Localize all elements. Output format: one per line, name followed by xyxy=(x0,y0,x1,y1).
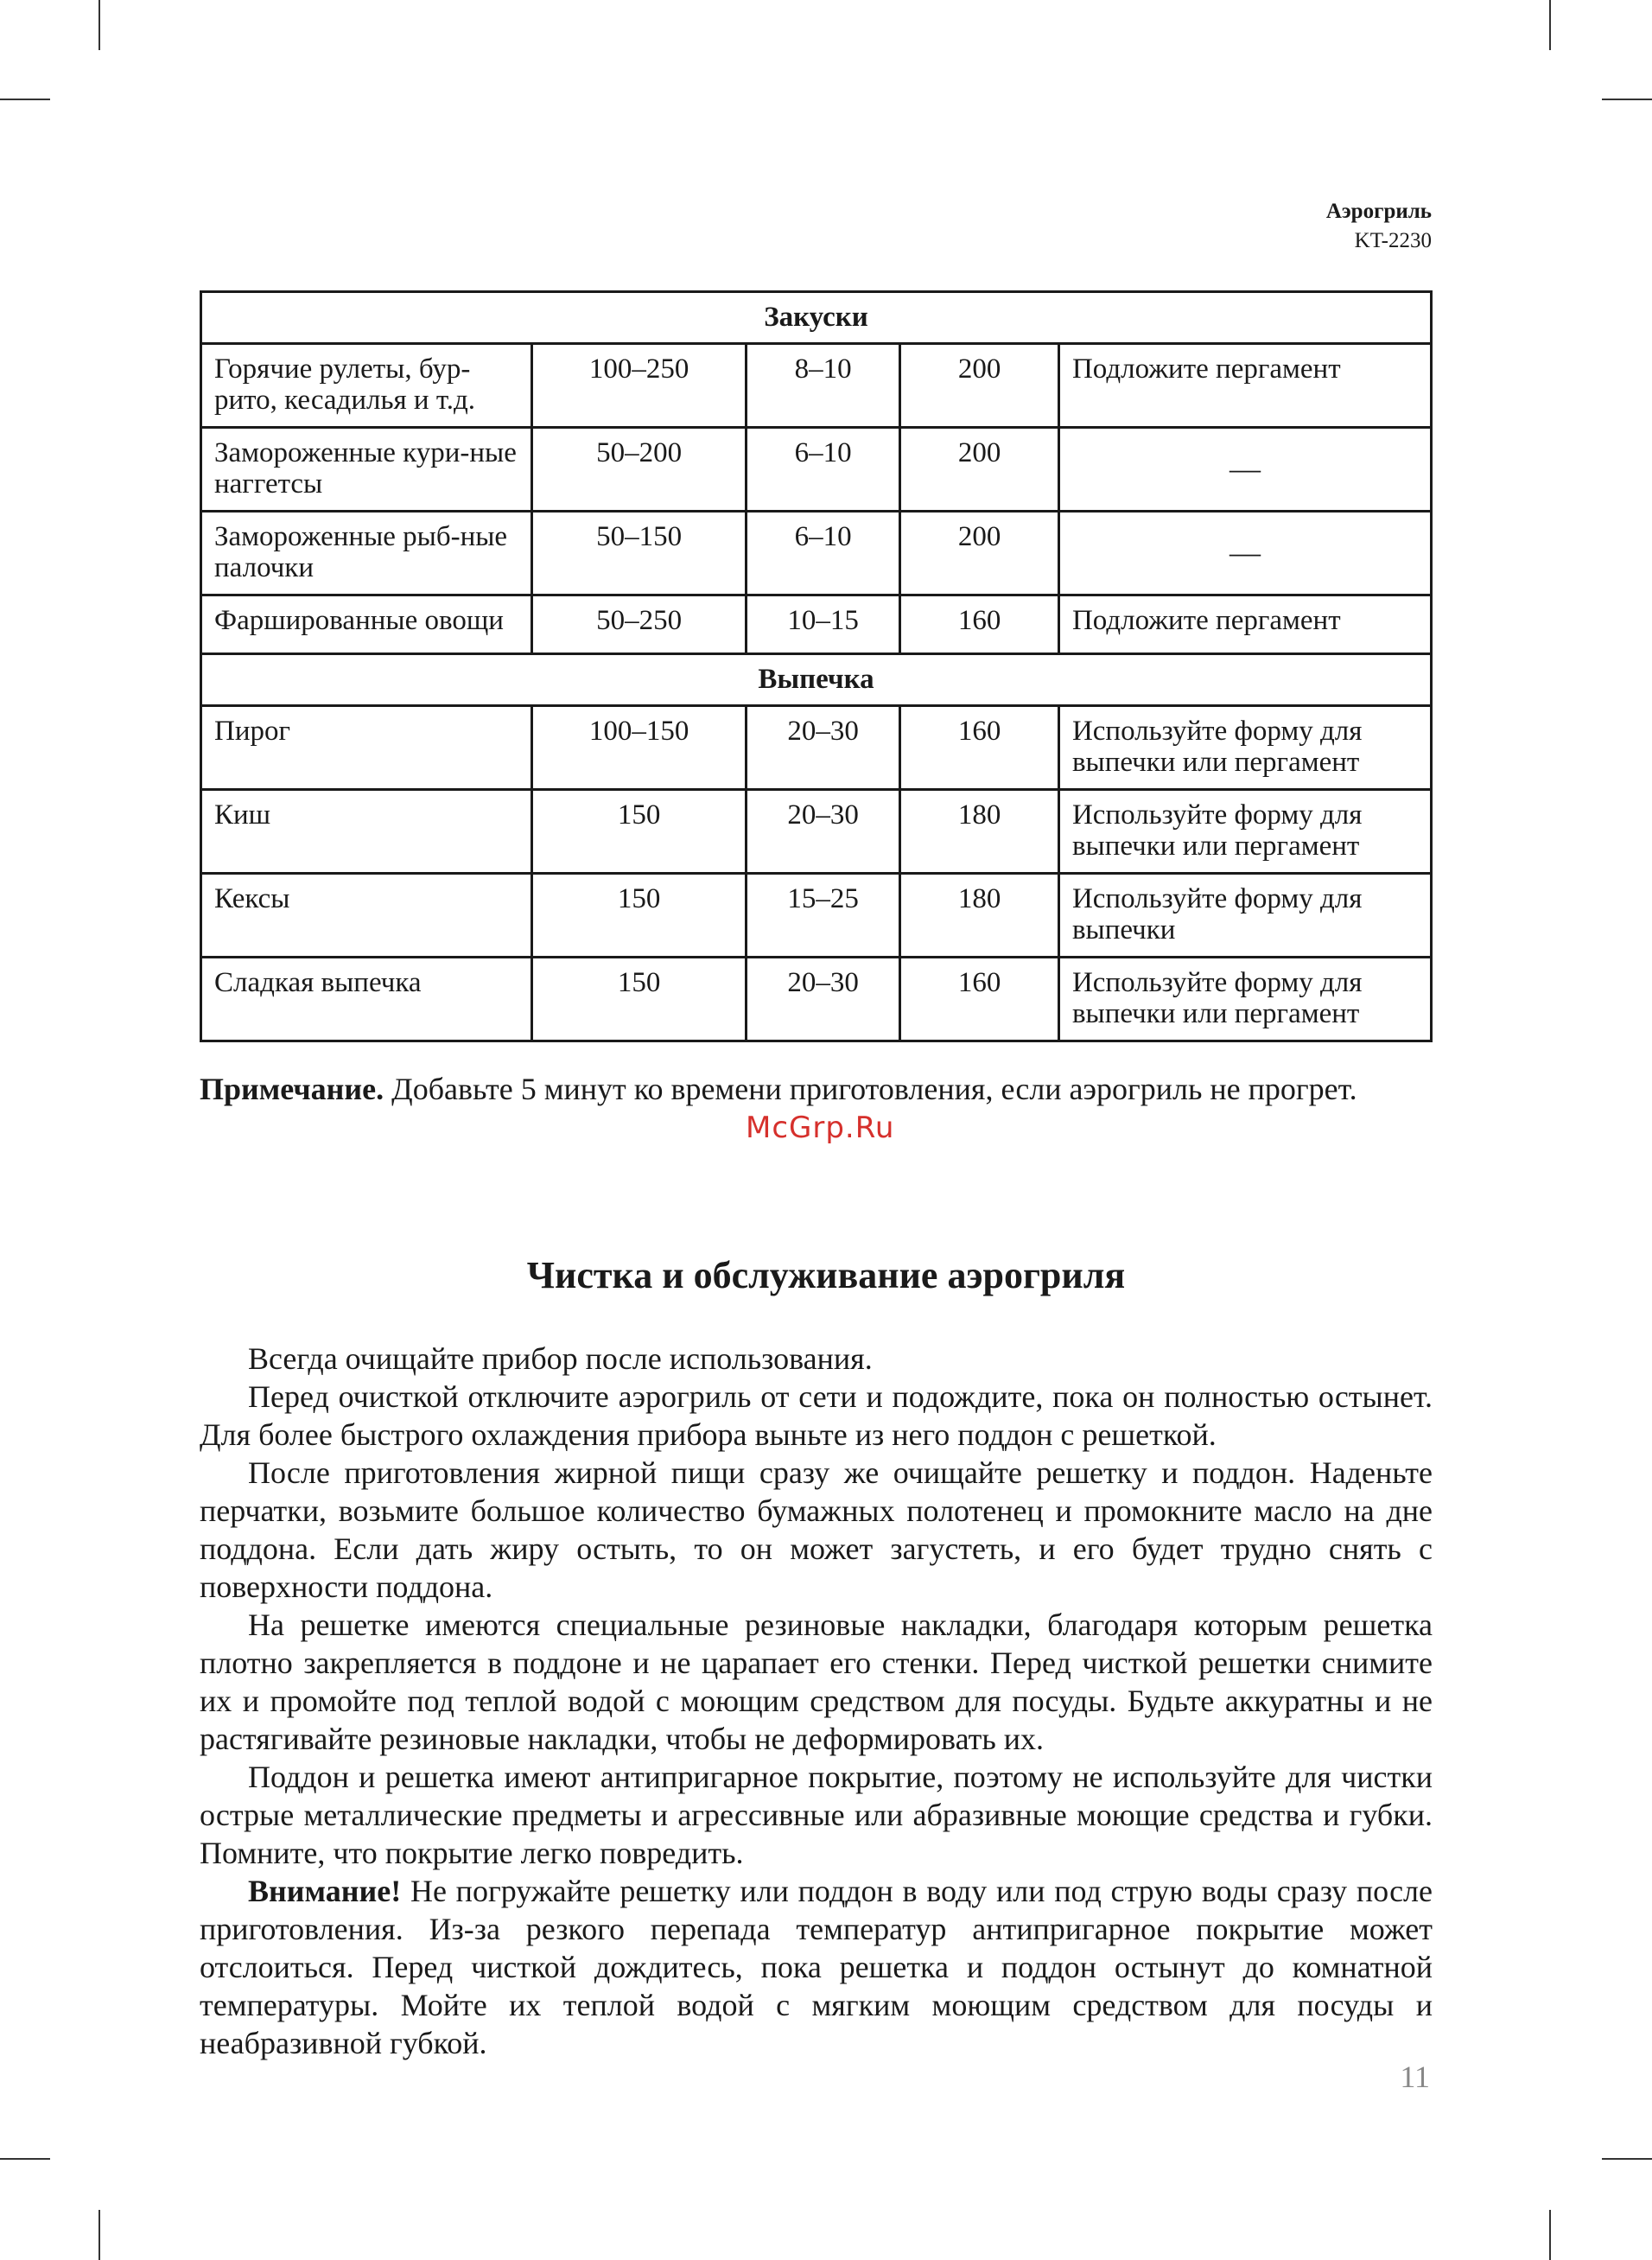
temperature-cell: 180 xyxy=(900,790,1059,874)
body-paragraph xyxy=(200,1454,1433,1606)
temperature-cell: 160 xyxy=(900,958,1059,1041)
tip-cell: Используйте форму для выпечки или пергамент xyxy=(1058,706,1431,790)
tip-cell: Подложите пергамент xyxy=(1058,595,1431,654)
tip-cell: — xyxy=(1058,428,1431,512)
tip-cell: Используйте форму для выпечки xyxy=(1058,874,1431,958)
warning-label: Внимание! xyxy=(248,1874,402,1908)
crop-mark xyxy=(1549,0,1551,50)
header-model: KT-2230 xyxy=(1354,229,1432,252)
paragraph-text: После приготовления жирной пищи сразу же очищайте решетку и поддон. Наденьте перчатки, возьмите большое количество бумажных полотенец и промокните масло на дне поддона. Если дать жиру остыть, то он может загустеть, и его будет трудно снять с поверхности поддона. xyxy=(200,1455,1433,1604)
body-paragraph xyxy=(200,1872,1433,2062)
body-paragraph xyxy=(200,1340,1433,1378)
watermark: McGrp.Ru xyxy=(746,1111,895,1145)
temperature-cell: 180 xyxy=(900,874,1059,958)
table-row xyxy=(201,595,1432,654)
tip-cell: Подложите пергамент xyxy=(1058,344,1431,428)
paragraph-text: Не погружайте решетку или поддон в воду или под струю воды сразу после приготовления. Из-за резкого перепада температур антипригарное покрытие может отслоиться. Перед чисткой дождитесь, пока решетка и поддон остынут до комнатной температуры. Мойте их теплой водой с мягким моющим средством для посуды и неабразивной губкой. xyxy=(200,1874,1433,2060)
time-cell: 6–10 xyxy=(746,428,900,512)
temperature-cell: 160 xyxy=(900,706,1059,790)
table-row xyxy=(201,706,1432,790)
section-title: Чистка и обслуживание аэрогриля xyxy=(526,1254,1126,1296)
table-row xyxy=(201,790,1432,874)
weight-cell: 150 xyxy=(532,790,746,874)
table-row xyxy=(201,344,1432,428)
running-header xyxy=(1326,197,1432,256)
crop-mark xyxy=(0,2158,50,2160)
body-paragraph xyxy=(200,1378,1433,1454)
time-cell: 20–30 xyxy=(746,706,900,790)
body-paragraph xyxy=(200,1758,1433,1872)
weight-cell: 100–250 xyxy=(532,344,746,428)
table-row xyxy=(201,874,1432,958)
weight-cell: 150 xyxy=(532,874,746,958)
note-text: Добавьте 5 минут ко времени приготовления, если аэрогриль не прогрет. xyxy=(384,1072,1357,1106)
header-brand: Аэрогриль xyxy=(1325,200,1432,223)
weight-cell: 50–200 xyxy=(532,428,746,512)
note-paragraph xyxy=(200,1070,1433,1109)
tip-cell: — xyxy=(1058,512,1431,595)
paragraph-text: Перед очисткой отключите аэрогриль от сети и подождите, пока он полностью остынет. Для более быстрого охлаждения прибора выньте из него поддон с решеткой. xyxy=(200,1379,1433,1452)
table-section-row xyxy=(201,654,1432,706)
table-row xyxy=(201,428,1432,512)
body-text xyxy=(200,1340,1433,2062)
dish-cell: Киш xyxy=(201,790,532,874)
table-row xyxy=(201,958,1432,1041)
temperature-cell: 200 xyxy=(900,428,1059,512)
weight-cell: 50–250 xyxy=(532,595,746,654)
section-heading: Выпечка xyxy=(201,654,1432,706)
crop-mark xyxy=(98,2210,100,2260)
crop-mark xyxy=(0,99,50,100)
time-cell: 10–15 xyxy=(746,595,900,654)
table-section-row xyxy=(201,292,1432,344)
body-paragraph xyxy=(200,1606,1433,1758)
temperature-cell: 200 xyxy=(900,344,1059,428)
weight-cell: 50–150 xyxy=(532,512,746,595)
dish-cell: Пирог xyxy=(201,706,532,790)
table-row xyxy=(201,512,1432,595)
crop-mark xyxy=(1602,2158,1652,2160)
dish-cell: Сладкая выпечка xyxy=(201,958,532,1041)
tip-cell: Используйте форму для выпечки или пергамент xyxy=(1058,790,1431,874)
paragraph-text: Всегда очищайте прибор после использования. xyxy=(248,1341,873,1376)
temperature-cell: 160 xyxy=(900,595,1059,654)
time-cell: 15–25 xyxy=(746,874,900,958)
crop-mark xyxy=(98,0,100,50)
temperature-cell: 200 xyxy=(900,512,1059,595)
weight-cell: 100–150 xyxy=(532,706,746,790)
dish-cell: Горячие рулеты, бур-рито, кесадилья и т.д. xyxy=(201,344,532,428)
time-cell: 20–30 xyxy=(746,790,900,874)
cooking-table xyxy=(200,290,1433,1042)
crop-mark xyxy=(1549,2210,1551,2260)
dish-cell: Замороженные рыб-ные палочки xyxy=(201,512,532,595)
paragraph-text: Поддон и решетка имеют антипригарное покрытие, поэтому не используйте для чистки острые металлические предметы и агрессивные или абразивные моющие средства и губки. Помните, что покрытие легко повредить. xyxy=(200,1760,1433,1870)
page-number: 11 xyxy=(1400,2059,1430,2094)
dish-cell: Фаршированные овощи xyxy=(201,595,532,654)
section-heading: Закуски xyxy=(201,292,1432,344)
dish-cell: Кексы xyxy=(201,874,532,958)
time-cell: 8–10 xyxy=(746,344,900,428)
weight-cell: 150 xyxy=(532,958,746,1041)
paragraph-text: На решетке имеются специальные резиновые накладки, благодаря которым решетка плотно закрепляется в поддоне и не царапает его стенки. Перед чисткой решетки снимите их и промойте под теплой водой с моющим средством для посуды. Будьте аккуратны и не растягивайте резиновые накладки, чтобы не деформировать их. xyxy=(200,1607,1433,1756)
note-label: Примечание. xyxy=(200,1072,384,1106)
time-cell: 20–30 xyxy=(746,958,900,1041)
tip-cell: Используйте форму для выпечки или пергамент xyxy=(1058,958,1431,1041)
time-cell: 6–10 xyxy=(746,512,900,595)
dish-cell: Замороженные кури-ные наггетсы xyxy=(201,428,532,512)
crop-mark xyxy=(1602,99,1652,100)
